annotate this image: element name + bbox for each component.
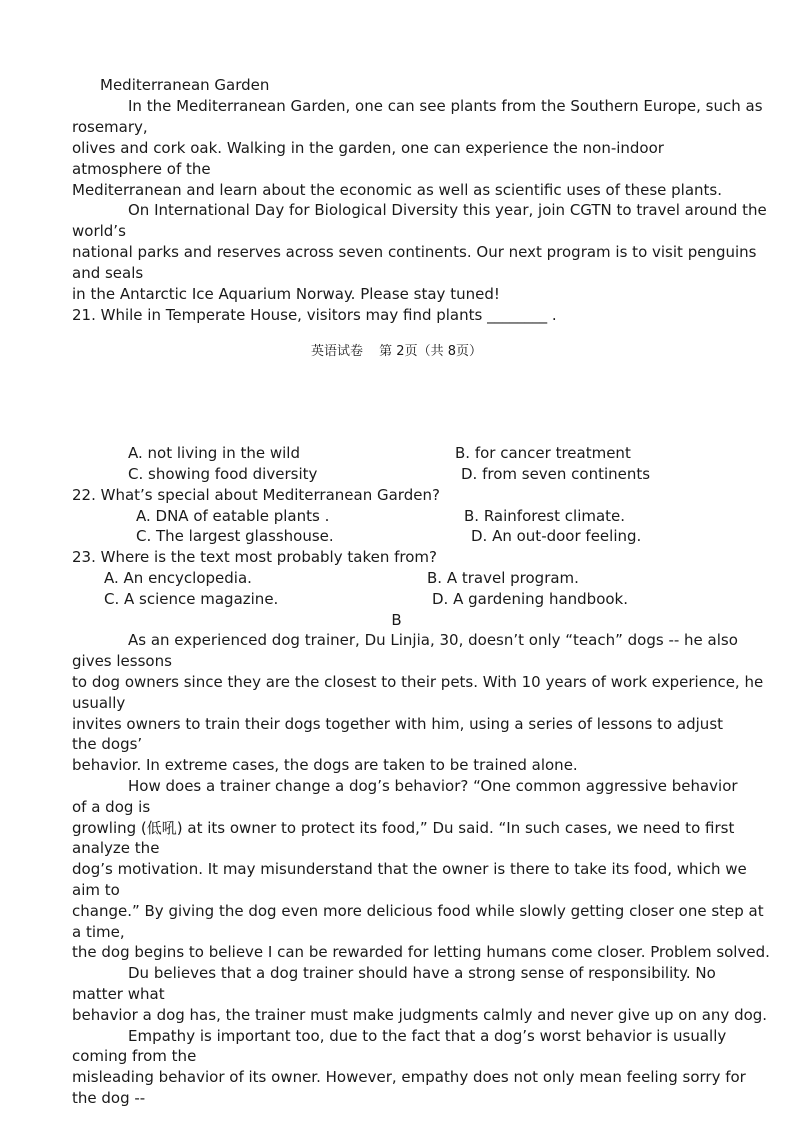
passage-line: coming from the <box>72 1047 197 1065</box>
passage-line: usually <box>72 694 126 712</box>
q22-option-c: C. The largest glasshouse. <box>136 527 334 545</box>
passage-line: the dogs’ <box>72 735 143 753</box>
passage-line: atmosphere of the <box>72 160 211 178</box>
passage-line: a time, <box>72 923 125 941</box>
passage-line: As an experienced dog trainer, Du Linjia, 30, doesn’t only “teach” dogs -- he also <box>128 631 738 649</box>
q21-option-b: B. for cancer treatment <box>455 444 631 462</box>
passage-line: of a dog is <box>72 798 151 816</box>
passage-line: behavior a dog has, the trainer must make judgments calmly and never give up on any dog. <box>72 1006 768 1024</box>
q23-option-c: C. A science magazine. <box>104 590 279 608</box>
question-21-stem: 21. While in Temperate House, visitors may find plants ________ . <box>72 306 557 324</box>
footer-subject: 英语试卷 <box>311 344 364 359</box>
passage-line: growling (低吼) at its owner to protect its food,” Du said. “In such cases, we need to first <box>72 819 735 837</box>
passage-line: the dog -- <box>72 1089 146 1107</box>
passage-line: world’s <box>72 222 126 240</box>
passage-line: in the Antarctic Ice Aquarium Norway. Please stay tuned! <box>72 285 500 303</box>
q23-option-a: A. An encyclopedia. <box>104 569 252 587</box>
q22-option-b: B. Rainforest climate. <box>464 507 626 525</box>
passage-line: Empathy is important too, due to the fact that a dog’s worst behavior is usually <box>128 1027 727 1045</box>
q22-option-d: D. An out-door feeling. <box>471 527 642 545</box>
passage-line: change.” By giving the dog even more delicious food while slowly getting closer one step at <box>72 902 764 920</box>
passage-line: On International Day for Biological Diversity this year, join CGTN to travel around the <box>128 201 767 219</box>
question-23-stem: 23. Where is the text most probably taken from? <box>72 548 437 566</box>
passage-line: Mediterranean and learn about the economic as well as scientific uses of these plants. <box>72 181 723 199</box>
passage-line: to dog owners since they are the closest to their pets. With 10 years of work experience, he <box>72 673 764 691</box>
passage-line: dog’s motivation. It may misunderstand that the owner is there to take its food, which we <box>72 860 747 878</box>
passage-line: behavior. In extreme cases, the dogs are taken to be trained alone. <box>72 756 578 774</box>
q23-option-d: D. A gardening handbook. <box>432 590 629 608</box>
footer-page-number: 第 2页（共 8页） <box>379 344 482 359</box>
passage-line: Du believes that a dog trainer should have a strong sense of responsibility. No <box>128 964 716 982</box>
section-b-heading: B <box>391 611 402 629</box>
q23-option-b: B. A travel program. <box>427 569 579 587</box>
passage-line: rosemary, <box>72 118 148 136</box>
passage-line: the dog begins to believe I can be rewarded for letting humans come closer. Problem solved. <box>72 943 770 961</box>
passage-line: How does a trainer change a dog’s behavior? “One common aggressive behavior <box>128 777 738 795</box>
passage-line: analyze the <box>72 839 160 857</box>
passage-line: and seals <box>72 264 144 282</box>
passage-line: national parks and reserves across seven continents. Our next program is to visit penguins <box>72 243 757 261</box>
passage-line: gives lessons <box>72 652 172 670</box>
passage-line: misleading behavior of its owner. However, empathy does not only mean feeling sorry for <box>72 1068 746 1086</box>
q21-option-c: C. showing food diversity <box>128 465 318 483</box>
page-footer <box>0 342 793 362</box>
passage-line: invites owners to train their dogs together with him, using a series of lessons to adjust <box>72 715 724 733</box>
passage-line: aim to <box>72 881 120 899</box>
passage-line: In the Mediterranean Garden, one can see plants from the Southern Europe, such as <box>128 97 763 115</box>
passage-line: matter what <box>72 985 165 1003</box>
question-22-stem: 22. What’s special about Mediterranean Garden? <box>72 486 440 504</box>
passage-line: olives and cork oak. Walking in the garden, one can experience the non-indoor <box>72 139 664 157</box>
section-title: Mediterranean Garden <box>100 76 270 94</box>
q21-option-d: D. from seven continents <box>461 465 651 483</box>
q22-option-a: A. DNA of eatable plants . <box>136 507 330 525</box>
q21-option-a: A. not living in the wild <box>128 444 300 462</box>
